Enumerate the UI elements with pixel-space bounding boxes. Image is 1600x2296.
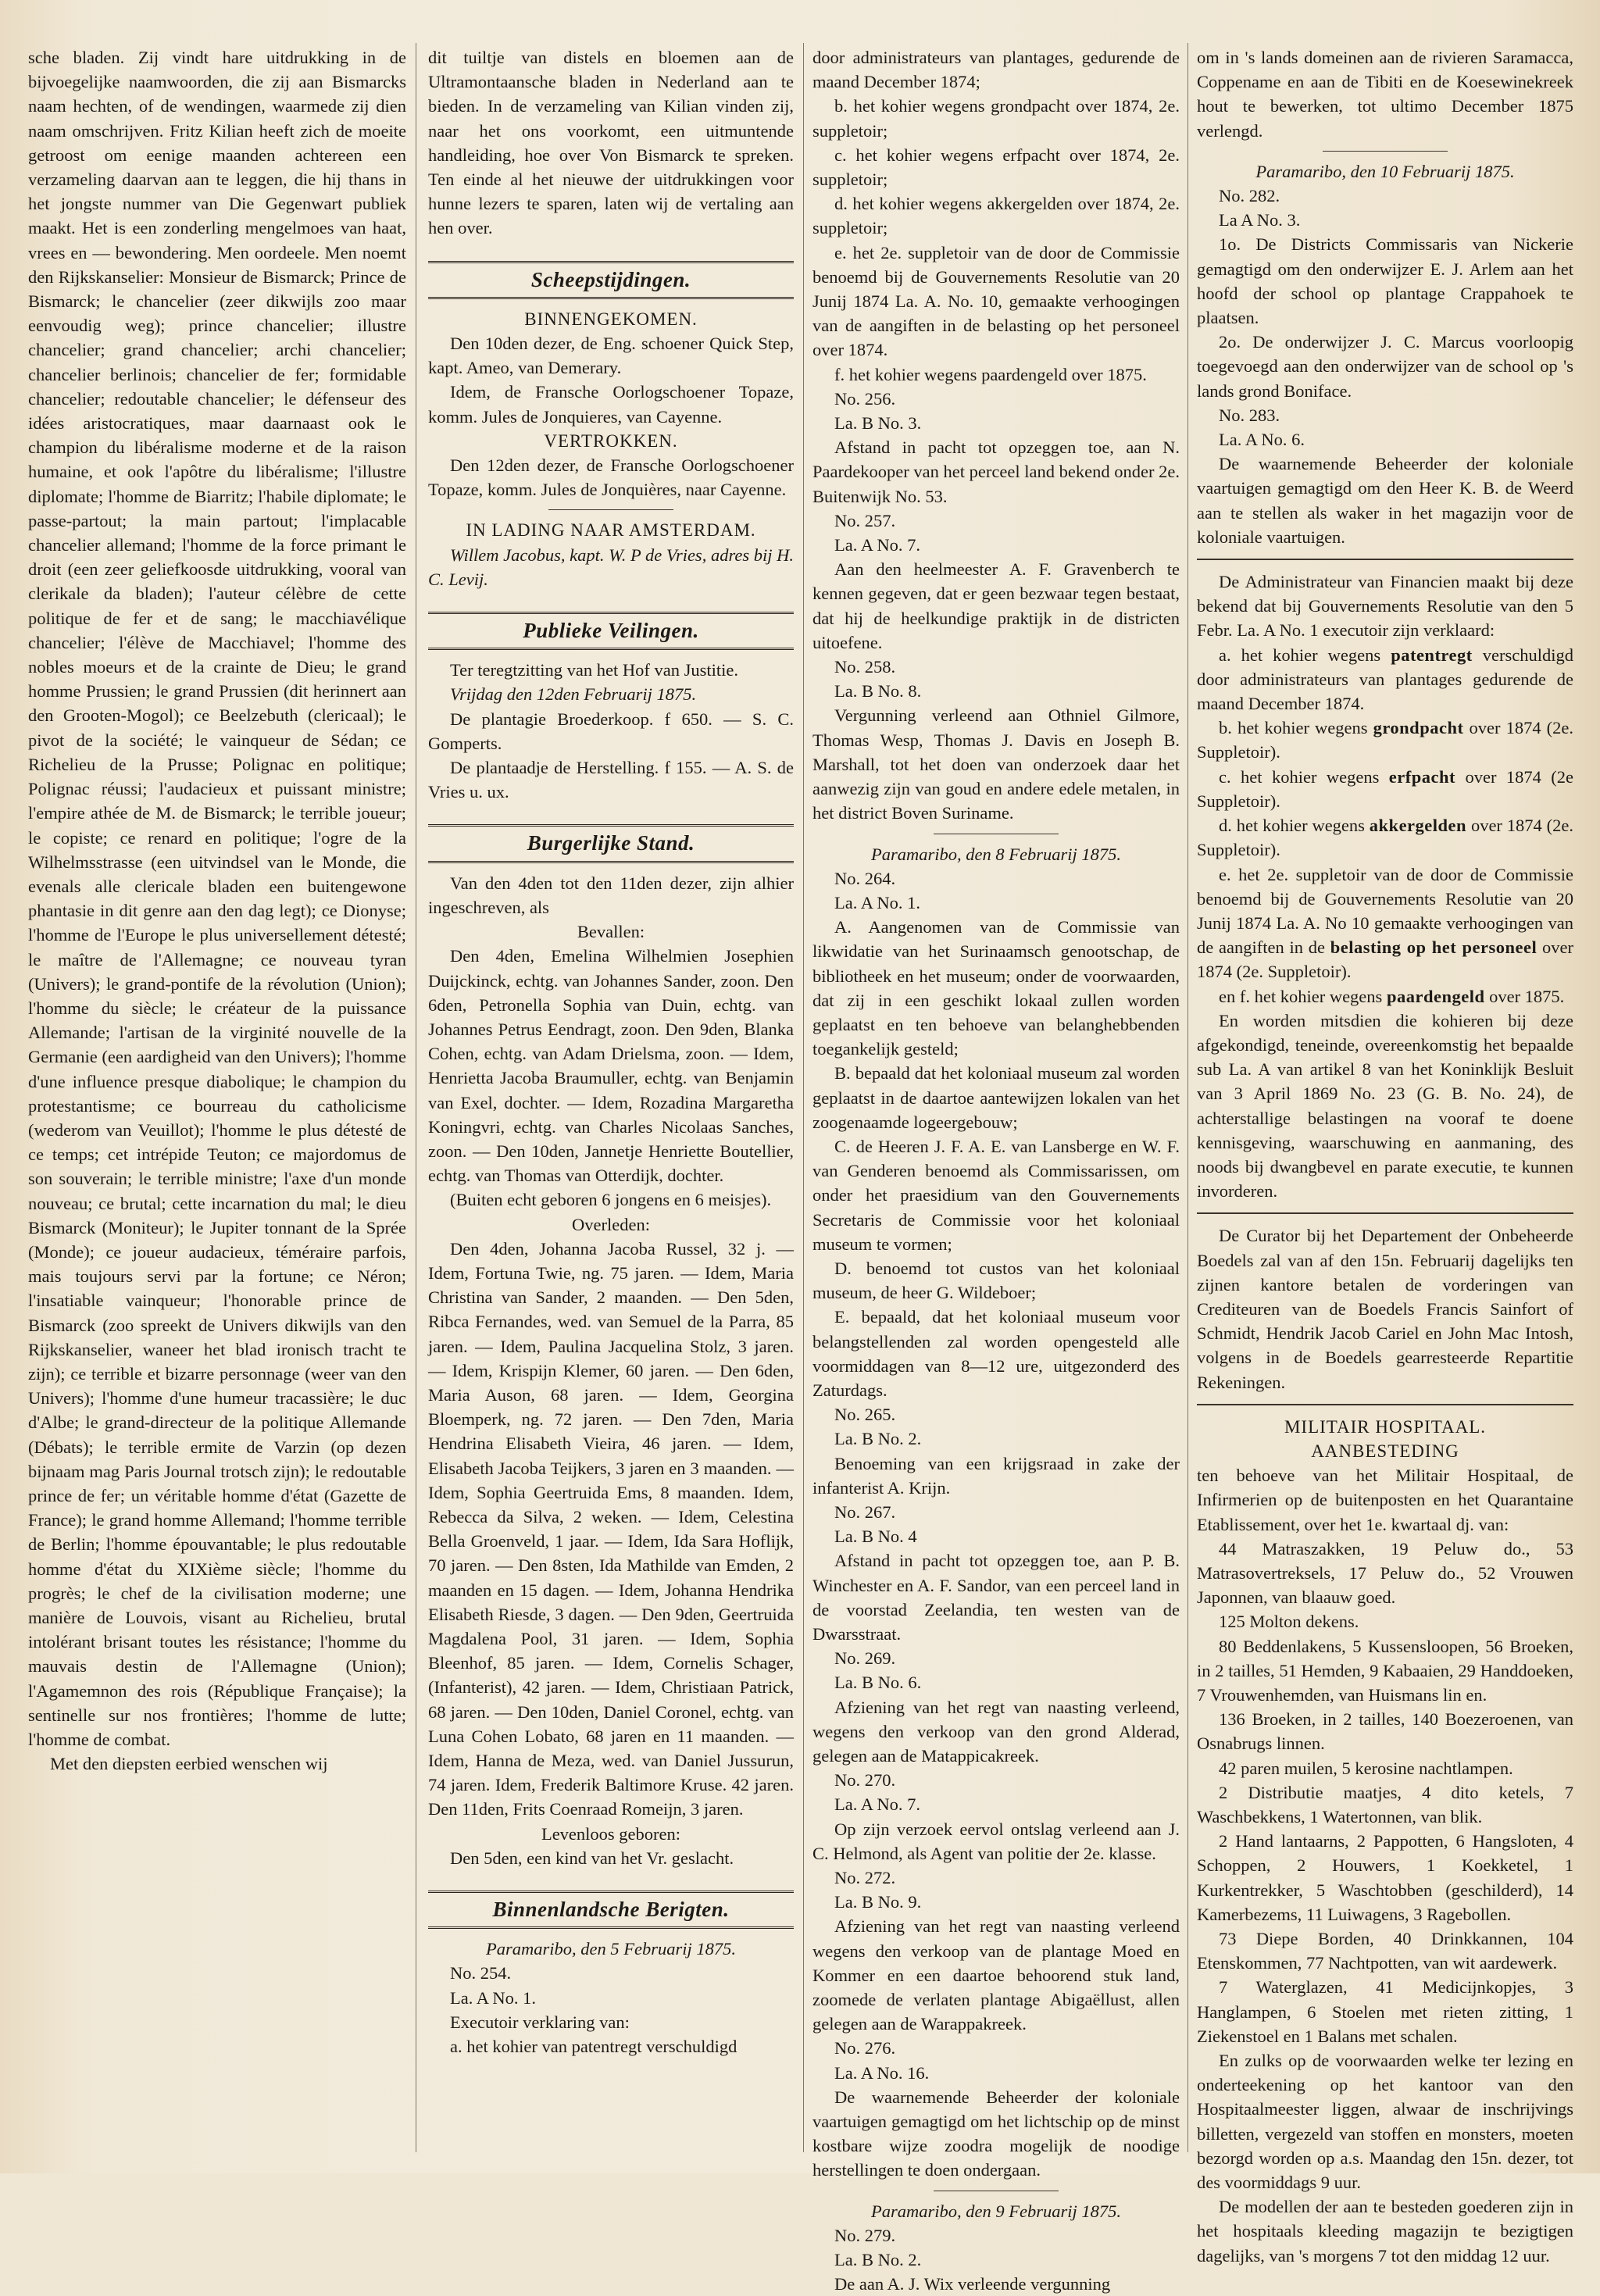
- resolution-letter: La. B No. 8.: [834, 681, 922, 702]
- tender-item: 44 Matraszakken, 19 Peluw do., 53 Matrasovertreksels, 17 Peluw do., 52 Vrouwen Japonnen, van blaauw goed.: [1197, 1538, 1573, 1608]
- resolution-number: No. 265.: [834, 1405, 896, 1425]
- dateline: Paramaribo, den 10 Februarij 1875.: [1255, 161, 1515, 181]
- resolution-text: 1o. De Districts Commissaris van Nickerie gemagtigd om den onderwijzer E. J. Arlem aan het hoofd der school op plantage Crappahoek te plaatsen.: [1197, 234, 1573, 328]
- finance-item-keyword: patentregt: [1391, 645, 1473, 665]
- auction-date: Vrijdag den 12den Februarij 1875.: [450, 684, 697, 705]
- resolution-number: No. 276.: [834, 2038, 896, 2059]
- divider: [1197, 1404, 1573, 1405]
- resolution-text: 2o. De onderwijzer J. C. Marcus voorloopig toegevoegd aan den onderwijzer van de school op 's lands grond Boniface.: [1197, 332, 1573, 401]
- column-rule: [803, 43, 804, 2152]
- resolution-letter: La. B No. 6.: [834, 1673, 922, 1693]
- tender-item: 80 Beddenlakens, 5 Kussensloopen, 56 Broeken, in 2 tailles, 51 Hemden, 9 Kabaaien, 29 Handdoeken, 7 Vrouwenhemden, van Huismans lin en.: [1197, 1636, 1573, 1705]
- resolution-text: E. bepaald, dat het koloniaal museum voor belangstellenden zal worden opengesteld alle voormiddagen van 8—12 ure, uitgezonderd des Zaturdags.: [812, 1307, 1180, 1400]
- divider: [1197, 1212, 1573, 1214]
- resolution-number: No. 258.: [834, 657, 896, 677]
- finance-item-text: en f. het kohier wegens: [1219, 986, 1383, 1006]
- tender-intro: ten behoeve van het Militair Hospitaal, de Infirmerien op de buitenposten en het Quarantaine Etablissement, over het 1e. kwartaal dj. van:: [1197, 1466, 1573, 1534]
- resolution-letter: La. B No. 2.: [834, 1429, 922, 1449]
- resolution-number: No. 269.: [834, 1648, 896, 1669]
- section-heading-auctions: Publieke Veilingen.: [428, 612, 794, 650]
- section-heading-domestic-news: Binnenlandsche Berigten.: [428, 1891, 794, 1929]
- tender-item: 42 paren muilen, 5 kerosine nachtlampen.: [1219, 1758, 1513, 1778]
- finance-item-text: over 1874 (2e Suppletoir).: [1197, 766, 1574, 811]
- curator-notice: De Curator bij het Departement der Onbeheerde Boedels zal van af den 15n. Februarij dagelijks ten zijnen kantore betalen de vorderingen van Crediteuren van de Boedels Francis Sainfort of Schmidt, Hendrik Jacob Cariel en John Mac Intosh, volgens in de Boedels gearresteerde Repartitie Rekeningen.: [1197, 1226, 1573, 1392]
- finance-item-text: b. het kohier wegens: [1219, 718, 1368, 738]
- resolution-number: No. 256.: [834, 388, 896, 409]
- hospital-heading: MILITAIR HOSPITAAL.: [1284, 1416, 1487, 1437]
- section-heading-civil-registry: Burgerlijke Stand.: [428, 824, 794, 862]
- deaths-heading: Overleden:: [572, 1214, 650, 1234]
- births-heading: Bevallen:: [577, 922, 645, 942]
- resolution-letter: La. B No. 4: [834, 1527, 917, 1547]
- finance-item-text: e. het 2e. suppletoir van de door de Commissie benoemd bij de Gouvernements Resolutie van 20 Junij 1874 La. A. No 10 gemaakte verhoogingen van de aangiften in de: [1197, 864, 1573, 958]
- dateline: Paramaribo, den 9 Februarij 1875.: [871, 2201, 1121, 2221]
- resolution-number: No. 279.: [834, 2225, 896, 2245]
- resolution-text: b. het kohier wegens grondpacht over 1874, 2e. suppletoir;: [812, 96, 1180, 141]
- finance-item: [1197, 862, 1573, 984]
- finance-item: [1197, 813, 1573, 862]
- tender-item: 7 Waterglazen, 41 Medicijnkopjes, 3 Hanglampen, 6 Stoelen met rieten zitting, 1 Ziekenstoel en 1 Balans met schalen.: [1197, 1977, 1573, 2046]
- column-2: [428, 45, 794, 2147]
- finance-item: [1197, 765, 1573, 813]
- resolution-letter: La. B No. 9.: [834, 1892, 922, 1912]
- resolution-letter: La. B No. 2.: [834, 2250, 922, 2270]
- resolution-letter: La. A No. 6.: [1219, 430, 1305, 450]
- deaths-list: Den 4den, Johanna Jacoba Russel, 32 j. — Idem, Fortuna Twie, ng. 75 jaren. — Idem, Maria Christina van Sander, 2 maanden. — Den 5den, Ribca Fernandes, wed. van Semuel de la Parra, 85 jaren. — Idem, Paulina Jacquelina Stolz, 3 jaren. — Idem, Krispijn Klemer, 60 jaren. — Den 6den, Maria Auson, 68 jaren. — Idem, Georgina Bloemperk, ng. 72 jaren. — Den 7den, Maria Hendrina Elisabeth Vieira, 46 jaren. — Idem, Elisabeth Jacoba Teijkers, 3 jaren en 3 maanden. — Idem, Sophia Geertruida Ems, 8 maanden. Idem, Rebecca da Silva, 2 weken. — Idem, Celestina Bella Groenveld, 1 jaar. — Idem, Ida Sara Hoflijk, 70 jaren. — Den 8sten, Ida Mathilde van Emden, 2 maanden en 15 dagen. — Idem, Johanna Hendrika Elisabeth Riesde, 3 dagen. — Den 9den, Geertruida Magdalena Pool, 31 jaren. — Idem, Sophia Bleenhof, 85 jaren. — Idem, Cornelis Schager, (Infanterist), 42 jaren. — Idem, Christiaan Patrick, 68 jaren. — Den 10den, Daniel Coronel, echtg. van Luna Cohen Lobato, 68 jaren en 11 maanden. — Idem, Hanna de Meza, wed. van Daniel Jussurun, 74 jaren. Idem, Frederik Baltimore Kruse. 42 jaren. Den 11den, Frits Coenraad Romeijn, 3 jaren.: [428, 1238, 794, 1819]
- tender-item: 73 Diepe Borden, 40 Drinkkannen, 104 Etenskommen, 77 Nachtpotten, van wit aardewerk.: [1197, 1929, 1573, 1973]
- column-1: [28, 45, 406, 2147]
- auction-lot: De plantagie Broederkoop. f 650. — S. C. Gomperts.: [428, 709, 794, 753]
- auction-lot: De plantaadje de Herstelling. f 155. — A. S. de Vries u. ux.: [428, 758, 794, 802]
- bismarck-article-end: dit tuiltje van distels en bloemen aan de Ultramontaansche bladen in Nederland aan te bieden. In de verzameling van Kilian vinden zij, naar het ons voorkomt, een uitmuntende handleiding, hoe over Von Bismarck te spreken. Ten einde al het nieuwe der uitdrukkingen voor hunne lezers te sparen, laten wij de vertaling aan hen over.: [428, 48, 794, 238]
- resolution-number: No. 264.: [834, 868, 896, 888]
- resolution-letter: La. A No. 7.: [834, 1794, 920, 1815]
- resolution-text: De waarnemende Beheerder der koloniale vaartuigen gemagtigd om den Heer K. B. de Weerd aan te stellen als waker in het magazijn voor de koloniale vaartuigen.: [1197, 454, 1573, 547]
- resolution-number: No. 267.: [834, 1502, 896, 1522]
- finance-item-text: c. het kohier wegens: [1219, 766, 1380, 787]
- divider: [1323, 151, 1448, 152]
- finance-notice-intro: De Administrateur van Financien maakt bij deze bekend dat bij Gouvernements Resolutie van den 5 Febr. La. A No. 1 executoir zijn verklaard:: [1197, 572, 1573, 641]
- resolution-letter: La. A No. 1.: [834, 892, 920, 912]
- resolution-number: No. 254.: [450, 1963, 512, 1984]
- arrival-entry: Den 10den dezer, de Eng. schoener Quick Step, kapt. Ameo, van Demerary.: [428, 334, 794, 378]
- resolution-text: Executoir verklaring van:: [450, 2012, 630, 2032]
- resolution-text: Afstand in pacht tot opzeggen toe, aan P. B. Winchester en A. F. Sandor, van een perceel land in de voorstad Zeelandia, ten westen van de Dwarsstraat.: [812, 1551, 1180, 1644]
- resolution-text: Vergunning verleend aan Othniel Gilmore, Thomas Wesp, Thomas J. Davis en Joseph B. Marshall, tot het doen van onderzoek daar het aanwezig zijn van goud en andere edele metalen, in het district Boven Suriname.: [812, 705, 1180, 823]
- finance-item: [1197, 643, 1573, 716]
- tender-item: 125 Molton dekens.: [1219, 1612, 1359, 1632]
- resolution-text: C. de Heeren J. F. A. E. van Lansberge en W. F. van Genderen benoemd als Commissarissen, om onder het praesidium van den Gouvernements Secretaris de Commissie voor het koloniaal museum te vormen;: [812, 1136, 1180, 1254]
- bismarck-closing: Met den diepsten eerbied wenschen wij: [50, 1754, 328, 1774]
- resolution-text: De aan A. J. Wix verleende vergunning: [834, 2274, 1111, 2294]
- resolution-number: No. 283.: [1219, 405, 1280, 425]
- civil-intro: Van den 4den tot den 11den dezer, zijn alhier ingeschreven, als: [428, 873, 794, 917]
- finance-item-keyword: paardengeld: [1386, 986, 1485, 1006]
- finance-item-keyword: akkergelden: [1369, 816, 1467, 836]
- resolution-text: Afstand in pacht tot opzeggen toe, aan N. Paardekooper van het perceel land bekend onder 2e. Buitenwijk No. 53.: [812, 437, 1180, 506]
- finance-item-keyword: erfpacht: [1388, 766, 1456, 787]
- divider: [548, 509, 673, 510]
- section-heading-shipping: Scheepstijdingen.: [428, 261, 794, 299]
- divider: [1197, 559, 1573, 560]
- resolution-letter: La. B No. 3.: [834, 413, 922, 434]
- dateline: Paramaribo, den 5 Februarij 1875.: [486, 1939, 736, 1959]
- births-list: Den 4den, Emelina Wilhelmien Josephien Duijckinck, echtg. van Johannes Sander, zoon. Den 6den, Petronella Sophia van Duin, echtg. van Johannes Petrus Eendragt, zoon. Den 9den, Blanka Cohen, echtg. van Adam Drielsma, zoon. — Idem, Henrietta Jacoba Braumuller, echtg. van Benjamin van Exel, dochter. — Idem, Rozadina Margaretha Koningvri, echtg. van Charles Nicolaas Sanches, zoon. — Den 10den, Jannetje Henriette Boutellier, echtg. van Thomas van Otterdijk, dochter.: [428, 946, 794, 1186]
- tender-item: 2 Hand lantaarns, 2 Pappotten, 6 Hangsloten, 4 Schoppen, 2 Houwers, 1 Koekketel, 1 Kurkentrekker, 5 Waschtobben (geschilderd), 14 Kamerbezems, 11 Luiwagens, 3 Ragebollen.: [1197, 1831, 1573, 1924]
- departure-entry: Den 12den dezer, de Fransche Oorlogschoener Topaze, komm. Jules de Jonquières, naar Cayenne.: [428, 455, 794, 500]
- resolution-text: Aan den heelmeester A. F. Gravenberch te kennen gegeven, dat er geen bezwaar tegen bestaat, dat hij de heelkundige praktijk in de districten uitoefene.: [812, 559, 1180, 652]
- loading-entry: Willem Jacobus, kapt. W. P de Vries, adres bij H. C. Levij.: [428, 545, 794, 589]
- resolution-text: d. het kohier wegens akkergelden over 1874, 2e. suppletoir;: [812, 194, 1180, 238]
- resolution-text: Op zijn verzoek eervol ontslag verleend aan J. C. Helmond, als Agent van politie der 2e. klasse.: [812, 1819, 1180, 1863]
- resolution-text: De waarnemende Beheerder der koloniale vaartuigen gemagtigd om het lichtschip op de minst kostbare wijze zoodra mogelijk de noodige herstellingen te doen ondergaan.: [812, 2087, 1180, 2180]
- resolution-text: Afziening van het regt van naasting verleend, wegens den verkoop van den grond Alderad, gelegen aan de Matappicakreek.: [812, 1697, 1180, 1766]
- departed-heading: VERTROKKEN.: [544, 430, 678, 451]
- tender-conditions: En zulks op de voorwaarden welke ter lezing en onderteekening op het kantoor van den Hospitaalmeester liggen, alwaar de inschrijvings billetten, vergezeld van stoffen en monsters, moeten bezorgd worden op a.s. Maandag den 15n. dezer, tot des voormiddags 9 uur.: [1197, 2051, 1573, 2193]
- arrived-heading: BINNENGEKOMEN.: [524, 309, 698, 329]
- tender-closing: De modellen der aan te besteden goederen zijn in het hospitaals kleeding magazijn te bezigtigen dagelijks, van 's morgens 7 tot den middag 12 uur.: [1197, 2197, 1573, 2266]
- finance-item-keyword: grondpacht: [1373, 718, 1464, 738]
- births-note: (Buiten echt geboren 6 jongens en 6 meisjes).: [450, 1190, 772, 1210]
- tender-heading: AANBESTEDING: [1311, 1441, 1459, 1461]
- finance-item: [1197, 984, 1573, 1009]
- resolution-number: No. 257.: [834, 510, 896, 530]
- resolution-number: No. 272.: [834, 1868, 896, 1888]
- finance-item-text: over 1874 (2e. Suppletoir).: [1197, 718, 1574, 762]
- stillborn-entry: Den 5den, een kind van het Vr. geslacht.: [450, 1848, 734, 1868]
- resolution-text: B. bepaald dat het koloniaal museum zal worden geplaatst in de daartoe aantewijzen lokalen van het zoogenaamde logeergebouw;: [812, 1063, 1180, 1132]
- column-4: [1197, 45, 1574, 2266]
- bismarck-article: sche bladen. Zij vindt hare uitdrukking in de bijvoegelijke naamwoorden, die zij aan Bismarcks naam hechten, of de wendingen, waarmede zij dien naam omschrijven. Fritz Kilian heeft zich de moeite getroost om eenige maanden achtereen een verzameling daarvan aan te leggen, die hij thans in het jongste nummer van Die Gegenwart publiek maakt. Het is een zonderling mengelmoes van haat, vrees en — bewondering. Men oordeele. Men noemt den Rijkskanselier: Monsieur de Bismarck; Prince de Bismarck; le chancelier (zeer dikwijls zoo maar eenvoudig weg); prince chancelier; illustre chancelier; grand chancelier; archi chancelier; chancelier berlinois; chancelier de fer; formidable chancelier; redoutable chancelier; le défenseur des idées aristocratiques, maar daarnaast ook le champion du libéralisme moderne et de la raison humaine, et ook l'apôtre du libéralisme; l'illustre diplomate; l'homme de Biarritz; l'habile diplomate; le passe-partout; la main partout; l'implacable chancelier allemand; l'homme de la force primant le droit (een zeer geliefkoosde uitdrukking, vooral van clerikale da bladen); l'auteur célèbre de cette politique de fer et de sang; le macchiavélique chancelier; l'élève de Macchiavel; l'homme des nobles moeurs et de la crainte de Dieu; le grand homme Prussien; le grand Prussien (dit herinnert aan den Grooten-Mogol); ce Beelzebuth (clericaal); le pivot de la société; le vainqueur de Sédan; ce Richelieu de la Prusse; Polignac en politique; Polignac réussi; l'audacieux et puissant ministre; l'empire athée de M. de Bismarck; le terrible joueur; le copiste; ce renard en politique; l'ogre de la Wilhelmsstrasse (een uitvindsel van le Monde, die evenals alle clericale bladen een buitengewone phantasie in dit genre aan den dag legt); ce Dionyse; l'homme de l'Europe le plus universellement détesté; le maître de l'Allemagne; ce nouveau tyran (Univers); le grand-pontife de la révolution (Union); l'homme du siècle; le créateur de la puissance Allemande; l'artisan de la virginité nouvelle de la Germanie (een aardigheid van den Univers); l'homme d'une influence presque diabolique; le champion du protestantisme; ce bourreau du catholicisme (wederom van Veuillot); l'homme le plus détesté de ce temps; cet intrépide Teuton; ce majordomus de son souverain; le terrible ministre; l'axe d'un monde nouveau; ce brutal; cette incarnation du mal; le dieu Bismarck (Moniteur); le Jupiter tonnant de la Sprée (Monde); ce joueur audacieux, téméraire parfois, mais toujours servi par la fortune; ce Néron; l'insatiable vainqueur; l'honorable prince de Bismarck (zoo spreekt de Univers dikwijls van den Rijkskanselier, waneer het blad ironisch tracht te zijn); ce terrible et bizarre personnage (weer van den Univers); l'homme d'une humeur tracassière; le duc d'Albe; le grand-directeur de la politique Allemande (Débats); le terrible ermite de Varzin (op dezen bijnaam mag Paris Journal trotsch zijn); le redoutable prince de fer; un véritable homme d'état (Gazette de France); le grand homme Allemand; l'homme terrible de Berlin; l'homme épouvantable; le plus redoutable homme d'état du XIXième siècle; l'homme du progrès; le chef de la civilisation moderne; une manière de Louvois, visant au Richelieu, brutal intolérant brisant toutes les résistance; l'homme du mauvais destin de l'Allemagne (Union); l'Agamemnon des rois (République Française); la sentinelle sur nos frontières; l'homme de lutte; l'homme de combat.: [28, 48, 406, 1750]
- resolution-text: door administrateurs van plantages, gedurende de maand December 1874;: [812, 48, 1180, 92]
- finance-item-text: d. het kohier wegens: [1219, 816, 1365, 836]
- resolution-letter: La A No. 3.: [1219, 210, 1301, 230]
- finance-item: [1197, 716, 1573, 764]
- loading-heading: IN LADING NAAR AMSTERDAM.: [466, 520, 756, 541]
- resolution-text: Benoeming van een krijgsraad in zake der infanterist A. Krijn.: [812, 1453, 1180, 1498]
- finance-item-text: a. het kohier wegens: [1219, 645, 1381, 665]
- finance-item-text: over 1874 (2e. Suppletoir).: [1197, 816, 1574, 860]
- resolution-text: om in 's lands domeinen aan de rivieren Saramacca, Coppename en aan de Tibiti en de Koesewinekreek hout te bewerken, tot ultimo December 1875 verlengd.: [1197, 48, 1573, 141]
- column-3: [812, 45, 1180, 2294]
- resolution-text: D. benoemd tot custos van het koloniaal museum, de heer G. Wildeboer;: [812, 1258, 1180, 1303]
- tender-item: 2 Distributie maatjes, 4 dito ketels, 7 Waschbekkens, 1 Watertonnen, van blik.: [1197, 1782, 1573, 1827]
- resolution-text: Afziening van het regt van naasting verleend wegens den verkoop van de plantage Moed en Kommer en een daartoe behoorend stuk land, zoomede de verlaten plantage Abigaëllust, allen gelegen aan de Warappakreek.: [812, 1916, 1180, 2034]
- resolution-text: e. het 2e. suppletoir van de door de Commissie benoemd bij de Gouvernements Resolutie van 20 Junij 1874 La. A. No. 10, gemaakte verhoogingen van de aangiften in de belasting op het personeel over 1874.: [812, 242, 1180, 360]
- resolution-number: No. 270.: [834, 1770, 896, 1791]
- finance-item-text: verschuldigd door administrateurs van plantages gedurende de maand December 1874.: [1197, 645, 1574, 714]
- finance-item-text: over 1875.: [1489, 986, 1565, 1006]
- dateline: Paramaribo, den 8 Februarij 1875.: [871, 844, 1121, 864]
- resolution-letter: La. A No. 1.: [450, 1987, 536, 2008]
- resolution-letter: La. A No. 7.: [834, 535, 920, 555]
- finance-notice-closing: En worden mitsdien die kohieren bij deze afgekondigd, teneinde, overeenkomstig het bepaalde sub La. A van artikel 8 van het Koninklijk Besluit van 3 April 1869 No. 23 (G. B. No. 24), de achterstallige belastingen na vooraf te doene kennisgeving, waarschuwing en aanmaning, des noods bij dwangbevel en parate executie, te kunnen invorderen.: [1197, 1010, 1573, 1202]
- arrival-entry: Idem, de Fransche Oorlogschoener Topaze, komm. Jules de Jonquieres, van Cayenne.: [428, 382, 794, 427]
- resolution-text: f. het kohier wegens paardengeld over 1875.: [834, 364, 1147, 384]
- finance-item-text: over 1874 (2e. Suppletoir).: [1197, 937, 1573, 982]
- auction-line: Ter teregtzitting van het Hof van Justitie.: [450, 660, 738, 680]
- resolution-text: c. het kohier wegens erfpacht over 1874, 2e. suppletoir;: [812, 145, 1180, 190]
- stillborn-heading: Levenloos geboren:: [541, 1823, 681, 1844]
- tender-item: 136 Broeken, in 2 tailles, 140 Boezeroenen, van Osnabrugs linnen.: [1197, 1709, 1573, 1754]
- resolution-letter: La. A No. 16.: [834, 2062, 930, 2083]
- finance-item-keyword: belasting op het personeel: [1330, 937, 1538, 958]
- resolution-text: a. het kohier van patentregt verschuldigd: [450, 2037, 738, 2057]
- resolution-text: A. Aangenomen van de Commissie van likwidatie van het Surinaamsch genootschap, de bibliotheek en het museum; onder de voorwaarden, dat zij in een geschikt lokaal zullen worden geplaatst en ten behoeve van belanghebbenden toegankelijk gesteld;: [812, 917, 1180, 1059]
- resolution-number: No. 282.: [1219, 186, 1280, 206]
